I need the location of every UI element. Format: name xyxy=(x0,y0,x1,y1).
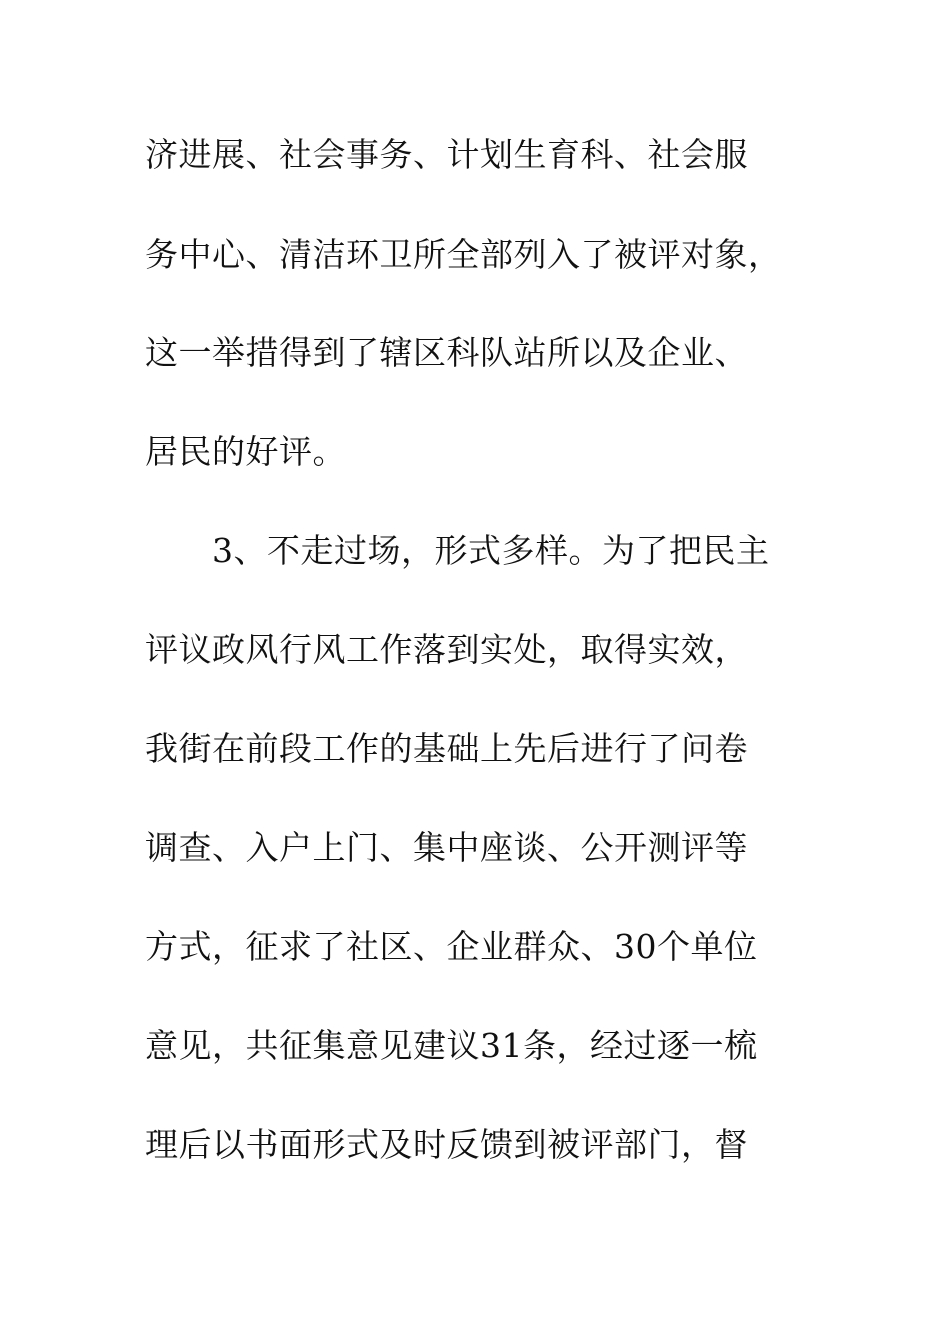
text-line: 我街在前段工作的基础上先后进行了问卷 xyxy=(145,729,748,768)
text-line: 方式，征求了社区、企业群众、30个单位 xyxy=(145,927,758,966)
text-line: 调查、入户上门、集中座谈、公开测评等 xyxy=(145,828,748,867)
paragraph-first-line: 3、不走过场，形式多样。为了把民主 xyxy=(212,531,770,570)
text-line: 居民的好评。 xyxy=(145,432,346,471)
text-line: 济进展、社会事务、计划生育科、社会服 xyxy=(145,135,748,174)
text-line: 理后以书面形式及时反馈到被评部门，督 xyxy=(145,1125,748,1164)
text-line: 评议政风行风工作落到实处，取得实效， xyxy=(145,630,748,669)
text-line: 务中心、清洁环卫所全部列入了被评对象， xyxy=(145,235,782,274)
text-line: 这一举措得到了辖区科队站所以及企业、 xyxy=(145,333,748,372)
text-line: 意见，共征集意见建议31条，经过逐一梳 xyxy=(145,1026,758,1065)
